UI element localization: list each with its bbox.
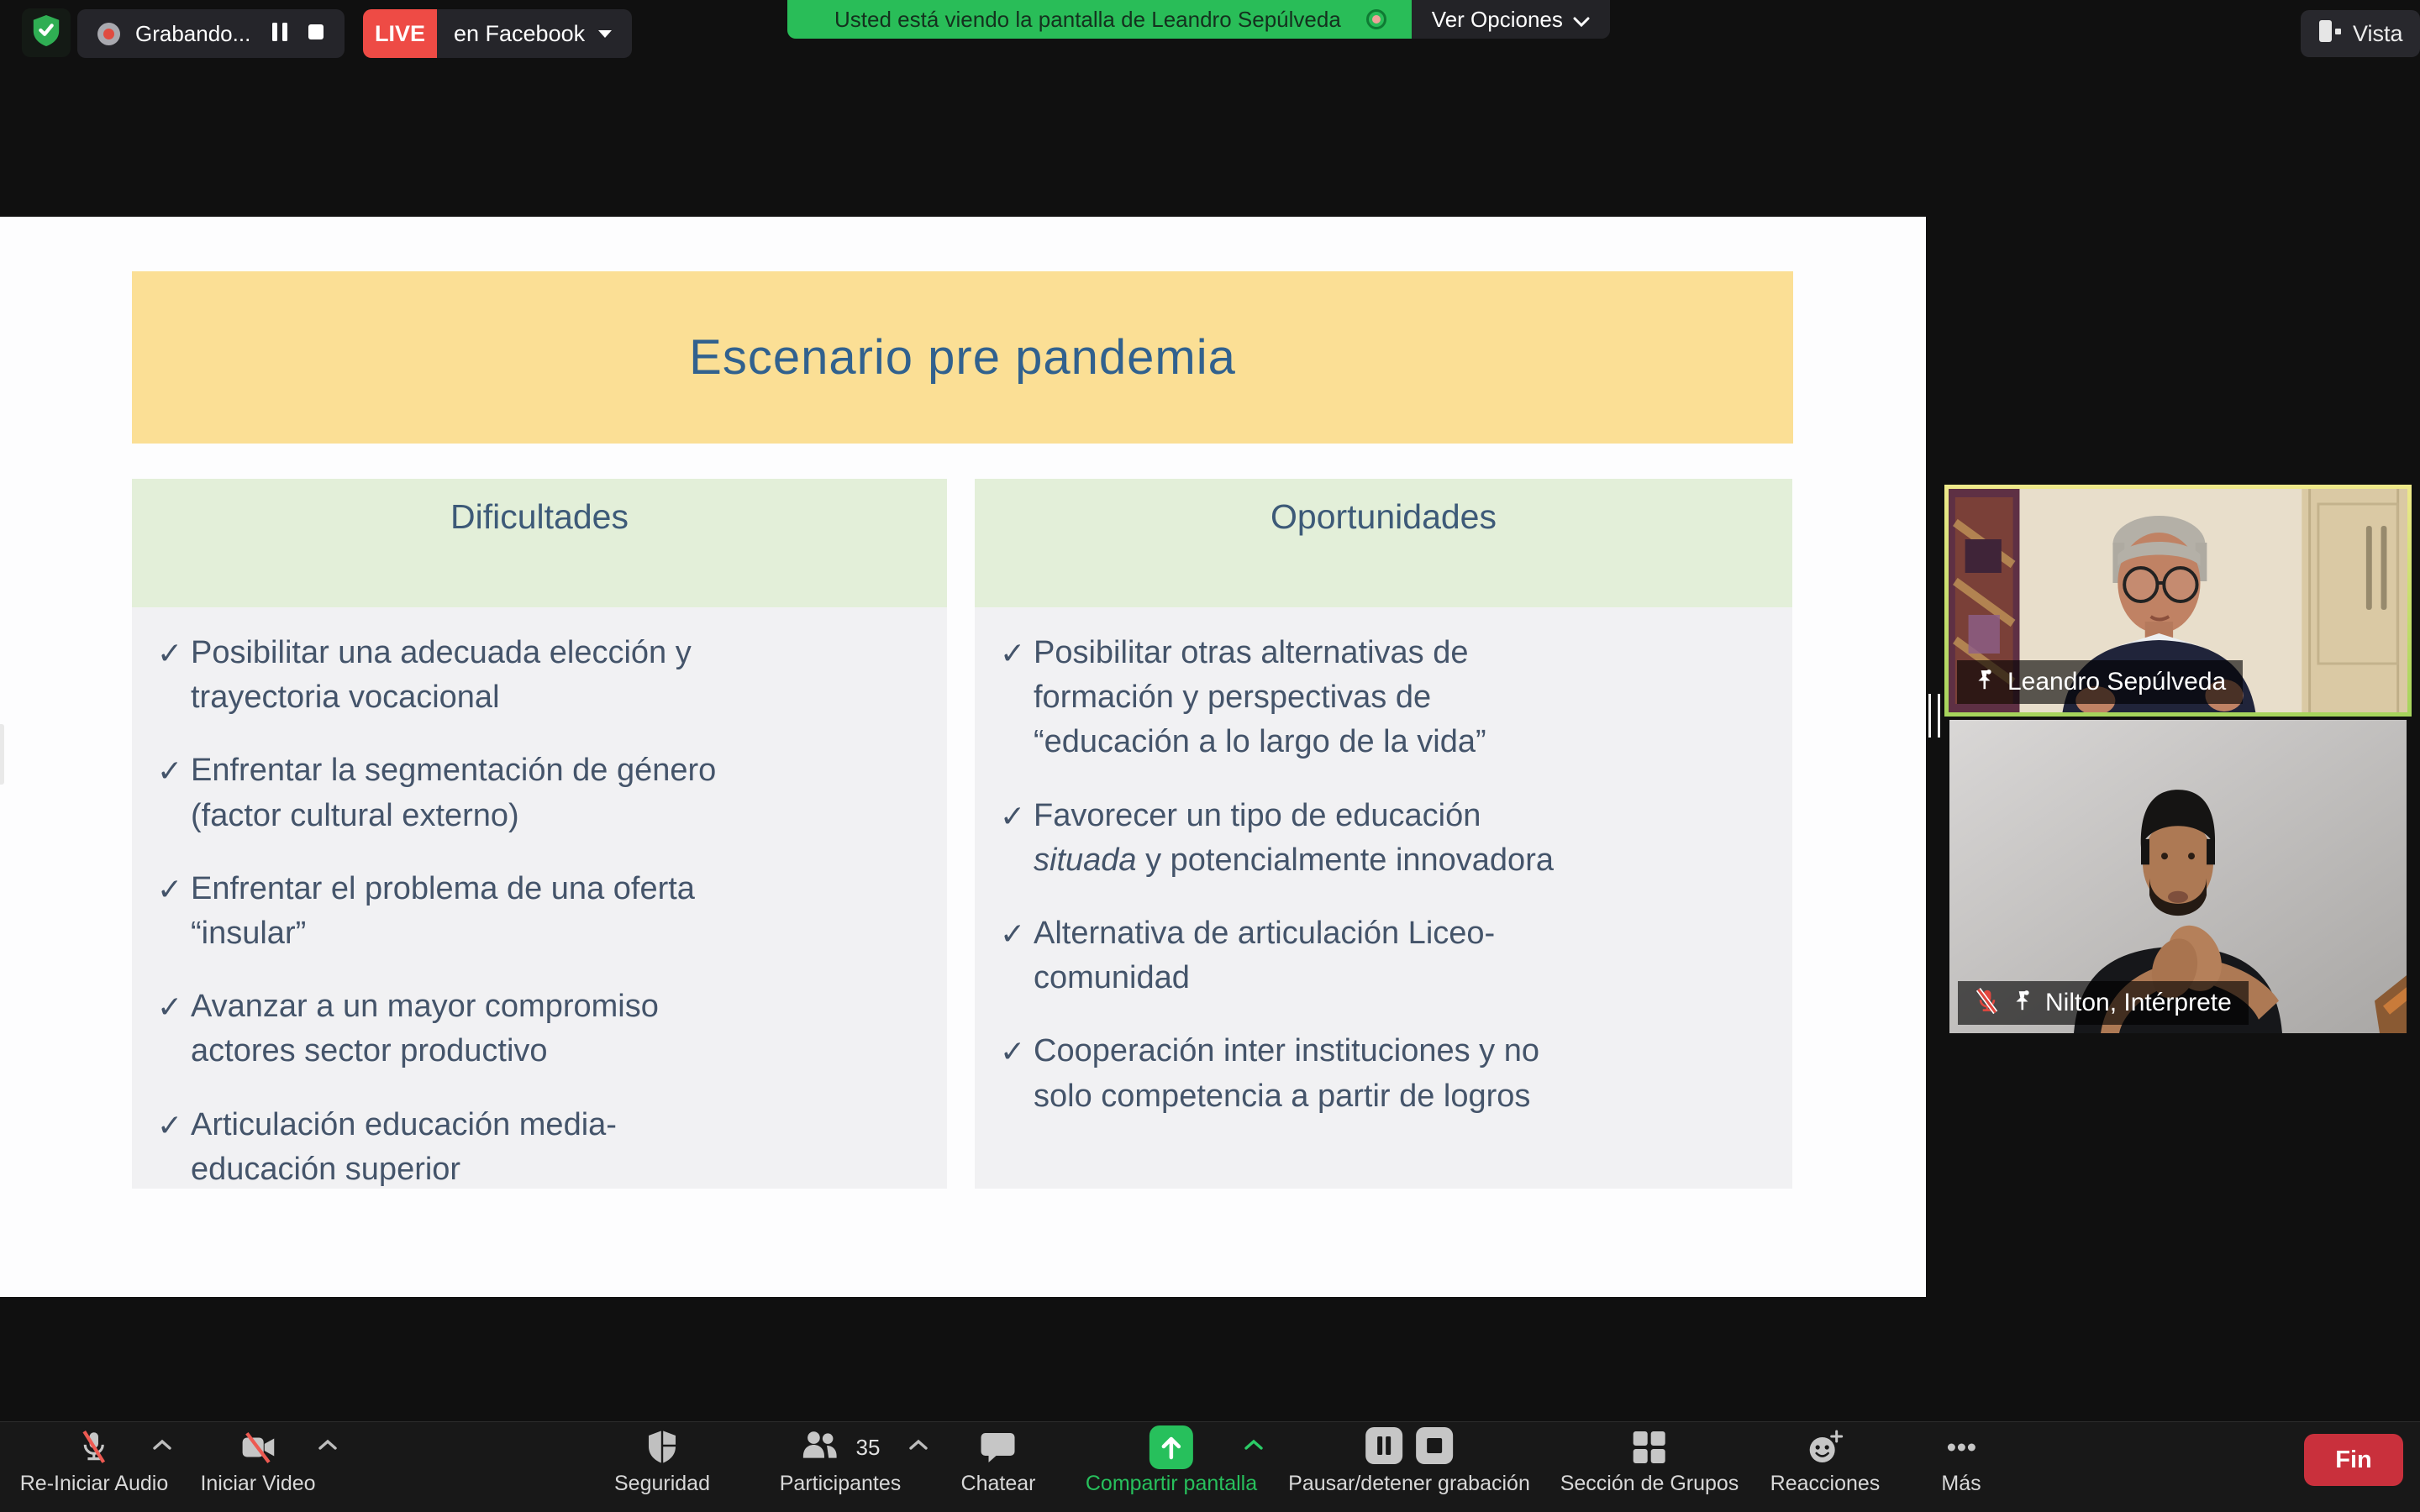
pin-icon [1974, 669, 1996, 696]
bullet-item: ✓ Posibilitar una adecuada elección y trayectoria vocacional [157, 635, 692, 716]
pause-recording-icon[interactable] [271, 21, 289, 47]
security-shield-icon [645, 1427, 679, 1467]
meeting-toolbar [0, 1421, 2420, 1512]
video-tile-leandro[interactable] [1944, 485, 2412, 717]
difficulties-header: Dificultades [132, 479, 947, 607]
opportunities-header: Oportunidades [975, 479, 1792, 607]
name-tag-leandro [1957, 660, 2243, 704]
grid-icon [1632, 1427, 1667, 1467]
participants-label: Participantes [779, 1472, 902, 1495]
recording-control-label: Pausar/detener grabación [1288, 1472, 1530, 1495]
smiley-plus-icon [1807, 1427, 1844, 1467]
participants-icon [801, 1428, 839, 1467]
view-layout-label: Vista [2353, 20, 2403, 46]
chat-bubble-icon [980, 1427, 1017, 1467]
live-destination-dropdown[interactable] [437, 9, 632, 58]
banner-text: Usted está viendo la pantalla de Leandro Sepúlveda [834, 6, 1341, 32]
participants-chevron-icon[interactable] [908, 1439, 929, 1455]
participants-count: 35 [855, 1434, 881, 1460]
reactions-label: Reacciones [1770, 1472, 1881, 1495]
breakout-rooms-button[interactable] [1560, 1427, 1739, 1496]
bullet-item: ✓ Cooperación inter instituciones y no solo competencia a partir de logros [1000, 1033, 1540, 1114]
mic-muted-icon [76, 1427, 112, 1467]
video-options-chevron-icon[interactable] [318, 1439, 338, 1455]
video-tile-nilton[interactable] [1949, 720, 2407, 1033]
difficulties-column [132, 479, 947, 1189]
bullet-item: ✓ Favorecer un tipo de educación situada y potencialmente innovadora [1000, 797, 1554, 878]
live-stream-pill [363, 9, 632, 58]
video-feed-leandro [1949, 489, 2407, 712]
meeting-security-button[interactable] [22, 8, 71, 57]
security-button[interactable] [614, 1427, 710, 1496]
view-layout-button[interactable] [2301, 10, 2420, 57]
end-meeting-button[interactable]: Fin [2304, 1434, 2403, 1486]
live-badge: LIVE [363, 9, 437, 58]
share-options-chevron-icon[interactable] [1244, 1439, 1264, 1455]
participant-name: Nilton, Intérprete [2045, 989, 2232, 1016]
live-destination-label: en Facebook [454, 20, 586, 46]
bullet-item: ✓ Avanzar a un mayor compromiso actores sector productivo [157, 989, 659, 1069]
share-screen-button[interactable] [1086, 1427, 1257, 1496]
bullet-item: ✓ Enfrentar la segmentación de género (factor cultural externo) [157, 753, 717, 833]
shared-screen-slide [0, 217, 1926, 1297]
recording-indicator [77, 9, 345, 58]
name-tag-nilton [1958, 981, 2249, 1025]
bullet-item: ✓ Enfrentar el problema de una oferta “insular” [157, 870, 695, 951]
share-status-icon [1366, 9, 1386, 29]
difficulties-list [132, 607, 947, 1192]
slide-title-box [132, 271, 1793, 444]
bullet-item: ✓ Alternativa de articulación Liceo- comunidad [1000, 915, 1496, 996]
recording-label: Grabando... [135, 20, 251, 46]
pin-icon [2012, 990, 2033, 1017]
slide-title: Escenario pre pandemia [689, 330, 1236, 385]
share-screen-icon [1150, 1425, 1193, 1469]
opportunities-column [975, 479, 1792, 1189]
participants-button[interactable] [780, 1427, 902, 1496]
more-label: Más [1941, 1472, 1981, 1495]
video-feed-nilton [1949, 720, 2407, 1033]
screen-share-banner-message [787, 0, 1412, 39]
view-layout-icon [2317, 17, 2343, 51]
mic-muted-icon [1975, 988, 2000, 1019]
security-label: Seguridad [614, 1472, 710, 1495]
pause-stop-recording-button[interactable] [1288, 1427, 1530, 1496]
stop-recording-icon[interactable] [308, 24, 324, 45]
bullet-item: ✓ Articulación educación media- educación superior [157, 1106, 617, 1187]
view-options-dropdown[interactable] [1412, 0, 1610, 39]
left-panel-drag-handle[interactable] [0, 724, 4, 785]
chat-button[interactable] [961, 1427, 1036, 1496]
audio-options-chevron-icon[interactable] [152, 1439, 172, 1455]
start-video-label: Iniciar Video [200, 1472, 316, 1495]
share-screen-label: Compartir pantalla [1085, 1472, 1258, 1495]
caret-down-icon [598, 30, 612, 38]
opportunities-list [975, 607, 1792, 1119]
shield-check-icon [30, 13, 62, 53]
record-dot-icon [97, 23, 120, 45]
unmute-audio-button[interactable] [20, 1427, 168, 1496]
chevron-down-icon [1573, 7, 1590, 33]
participant-name: Leandro Sepúlveda [2007, 668, 2227, 696]
pause-recording-icon[interactable] [1364, 1425, 1404, 1470]
stop-recording-icon[interactable] [1414, 1425, 1455, 1470]
breakout-rooms-label: Sección de Grupos [1560, 1472, 1739, 1495]
camera-off-icon [239, 1427, 277, 1467]
chat-label: Chatear [960, 1472, 1036, 1495]
bullet-item: ✓ Posibilitar otras alternativas de formación y perspectivas de “educación a lo largo de la vida” [1000, 635, 1486, 760]
more-button[interactable] [1941, 1427, 1981, 1496]
view-options-label: Ver Opciones [1431, 6, 1563, 32]
start-video-button[interactable] [200, 1427, 315, 1496]
video-panel-drag-handle[interactable] [1928, 694, 1940, 738]
reactions-button[interactable] [1770, 1427, 1881, 1496]
screen-share-banner [787, 0, 1610, 39]
more-dots-icon [1943, 1427, 1980, 1467]
unmute-audio-label: Re-Iniciar Audio [19, 1472, 169, 1495]
